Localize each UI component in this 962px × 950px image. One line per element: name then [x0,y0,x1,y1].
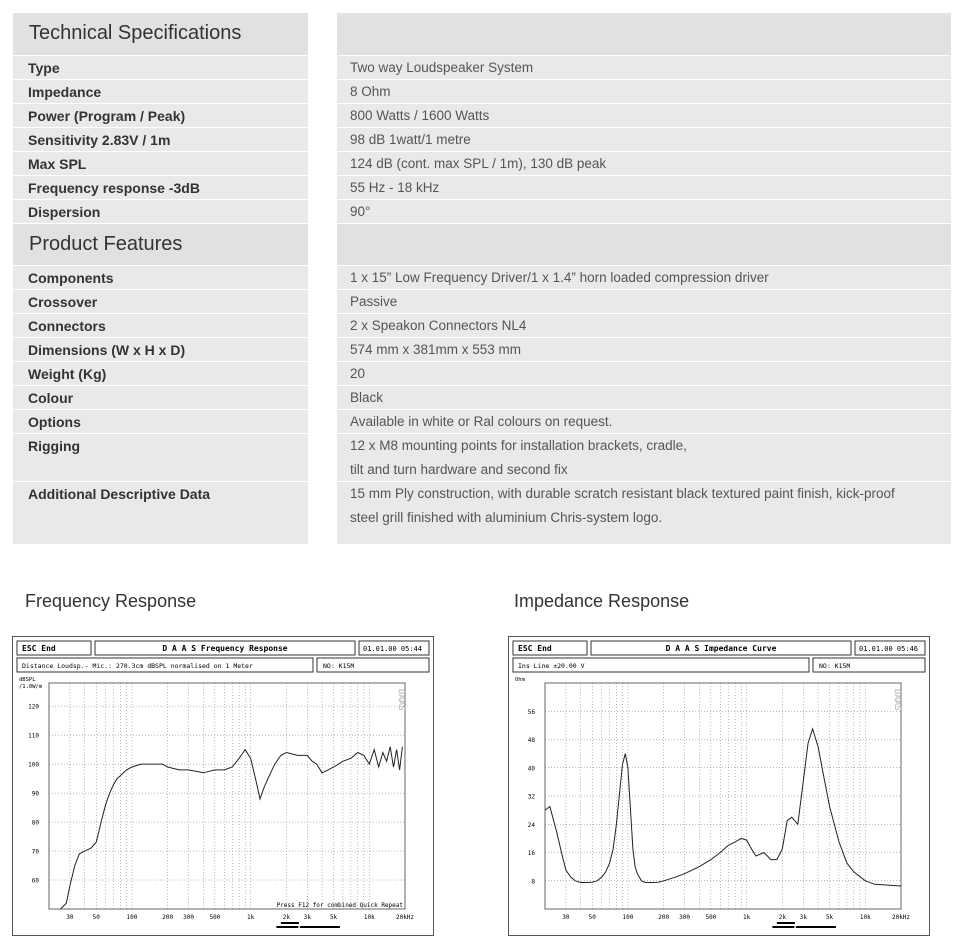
x-tick-label: 1k [742,914,751,921]
response-curve [545,729,901,886]
plot-border [49,683,405,909]
daas-watermark: DAAS [396,689,406,711]
x-tick-label: 3k [303,914,311,921]
y-tick-label: 8 [531,878,535,886]
esc-end-label: ESC End [518,644,552,653]
impedance-response-chart [508,636,930,936]
feature-value: Passive [350,294,398,309]
graph-title: D A A S Frequency Response [162,644,288,653]
row-separator [337,79,951,80]
section-heading: Product Features [29,233,183,255]
feature-value: Black [350,390,384,405]
x-tick-label: 10k [363,914,375,921]
impedance-response-title: Impedance Response [514,591,690,611]
y-tick-label: 90 [31,790,39,798]
feature-label: Dimensions (W x H x D) [28,342,186,358]
spec-label: Type [28,60,60,76]
graph-info: Ins Line ±20.00 V [518,662,585,670]
x-tick-label: 5k [329,914,338,921]
x-tick-label: 200 [162,914,174,921]
row-separator [337,385,951,386]
frequency-response-title: Frequency Response [25,591,197,611]
row-separator [337,289,951,290]
y-tick-label: 60 [31,877,39,885]
y-tick-label: 120 [28,703,39,711]
spec-label: Max SPL [28,156,87,172]
y-tick-label: 16 [527,850,535,857]
feature-label: Additional Descriptive Data [28,486,211,502]
graph-timestamp: 01.01.00 05:44 [363,645,423,653]
marker-bar [276,926,298,928]
graph-id: NO: K15M [819,662,851,670]
x-tick-label: 20kHz [891,914,911,921]
feature-label: Components [28,270,114,286]
x-tick-label: 50 [92,914,100,921]
feature-value: 2 x Speakon Connectors NL4 [350,318,527,333]
y-tick-label: 24 [527,821,535,829]
spec-value: 800 Watts / 1600 Watts [350,108,490,123]
y-tick-label: 110 [28,732,39,740]
graph-info: Distance Loudsp.- Mic.: 270.3cm dBSPL normalised on 1 Meter [22,662,253,670]
daas-watermark: DAAS [892,689,902,711]
row-separator [337,361,951,362]
graph-footer-note: Press F12 for combined Quick Repeat [276,902,403,909]
x-tick-label: 2k [282,914,290,921]
x-tick-label: 500 [209,914,221,921]
y-tick-label: 70 [31,848,39,856]
spec-values-panel [337,13,951,544]
y-tick-label: 80 [31,819,39,827]
spec-value: 90° [350,204,371,219]
spec-value: Two way Loudspeaker System [350,60,534,75]
feature-label: Weight (Kg) [28,366,107,382]
x-tick-label: 10k [859,914,871,921]
y-tick-label: 56 [527,708,535,716]
x-tick-label: 30 [562,914,570,921]
x-tick-label: 200 [658,914,670,921]
marker-bar [796,926,836,928]
feature-label: Connectors [28,318,106,334]
y-tick-label: 48 [527,737,535,744]
feature-value-line2: steel grill finished with aluminium Chris-system logo. [350,510,663,525]
y-axis-label: /1.0W/m [19,684,43,690]
section-heading: Technical Specifications [29,22,242,44]
spec-label: Impedance [28,84,102,100]
graph-timestamp: 01.01.00 05:46 [859,645,919,653]
spec-labels-panel [13,13,308,544]
spec-label: Sensitivity 2.83V / 1m [28,132,171,148]
section-band [337,13,951,55]
feature-label: Crossover [28,294,98,310]
x-tick-label: 50 [588,914,596,921]
x-tick-label: 1k [246,914,255,921]
spec-value: 8 Ohm [350,84,391,99]
x-tick-label: 300 [679,914,690,921]
feature-value: 574 mm x 381mm x 553 mm [350,342,522,357]
esc-end-label: ESC End [22,644,56,653]
feature-value-line2: tilt and turn hardware and second fix [350,462,568,477]
feature-value: Available in white or Ral colours on request. [350,414,613,429]
spec-label: Power (Program / Peak) [28,108,186,124]
feature-label: Options [28,414,81,430]
x-tick-label: 100 [126,914,138,921]
row-separator [337,199,951,200]
feature-label: Colour [28,390,74,406]
feature-value: 1 x 15” Low Frequency Driver/1 x 1.4” horn loaded compression driver [350,270,769,285]
marker-bar [777,922,795,924]
x-tick-label: 5k [825,914,834,921]
marker-bar [300,926,340,928]
feature-value: 20 [350,366,366,381]
x-tick-label: 100 [622,914,634,921]
graph-id: NO: K15M [323,662,355,670]
feature-value: 15 mm Ply construction, with durable scratch resistant black textured paint finish, kick-proof [350,486,895,501]
spec-value: 98 dB 1watt/1 metre [350,132,471,147]
y-axis-label: dBSPL [19,677,36,683]
marker-bar [772,926,794,928]
x-tick-label: 300 [183,914,194,921]
x-tick-label: 20kHz [395,914,415,921]
feature-label: Rigging [28,438,81,454]
x-tick-label: 2k [778,914,786,921]
spec-label: Frequency response -3dB [28,180,200,196]
x-tick-label: 30 [66,914,74,921]
marker-bar [281,922,299,924]
y-tick-label: 32 [527,793,535,801]
frequency-response-chart [12,636,434,936]
x-tick-label: 3k [799,914,807,921]
spec-value: 124 dB (cont. max SPL / 1m), 130 dB peak [350,156,607,171]
spec-label: Dispersion [28,204,101,220]
section-band [337,224,951,266]
y-axis-label: Ohm [515,677,525,683]
y-tick-label: 100 [28,761,39,769]
y-tick-label: 40 [527,765,535,773]
spec-value: 55 Hz - 18 kHz [350,180,440,195]
x-tick-label: 500 [705,914,717,921]
feature-value: 12 x M8 mounting points for installation brackets, cradle, [350,438,687,453]
graph-title: D A A S Impedance Curve [665,644,777,653]
